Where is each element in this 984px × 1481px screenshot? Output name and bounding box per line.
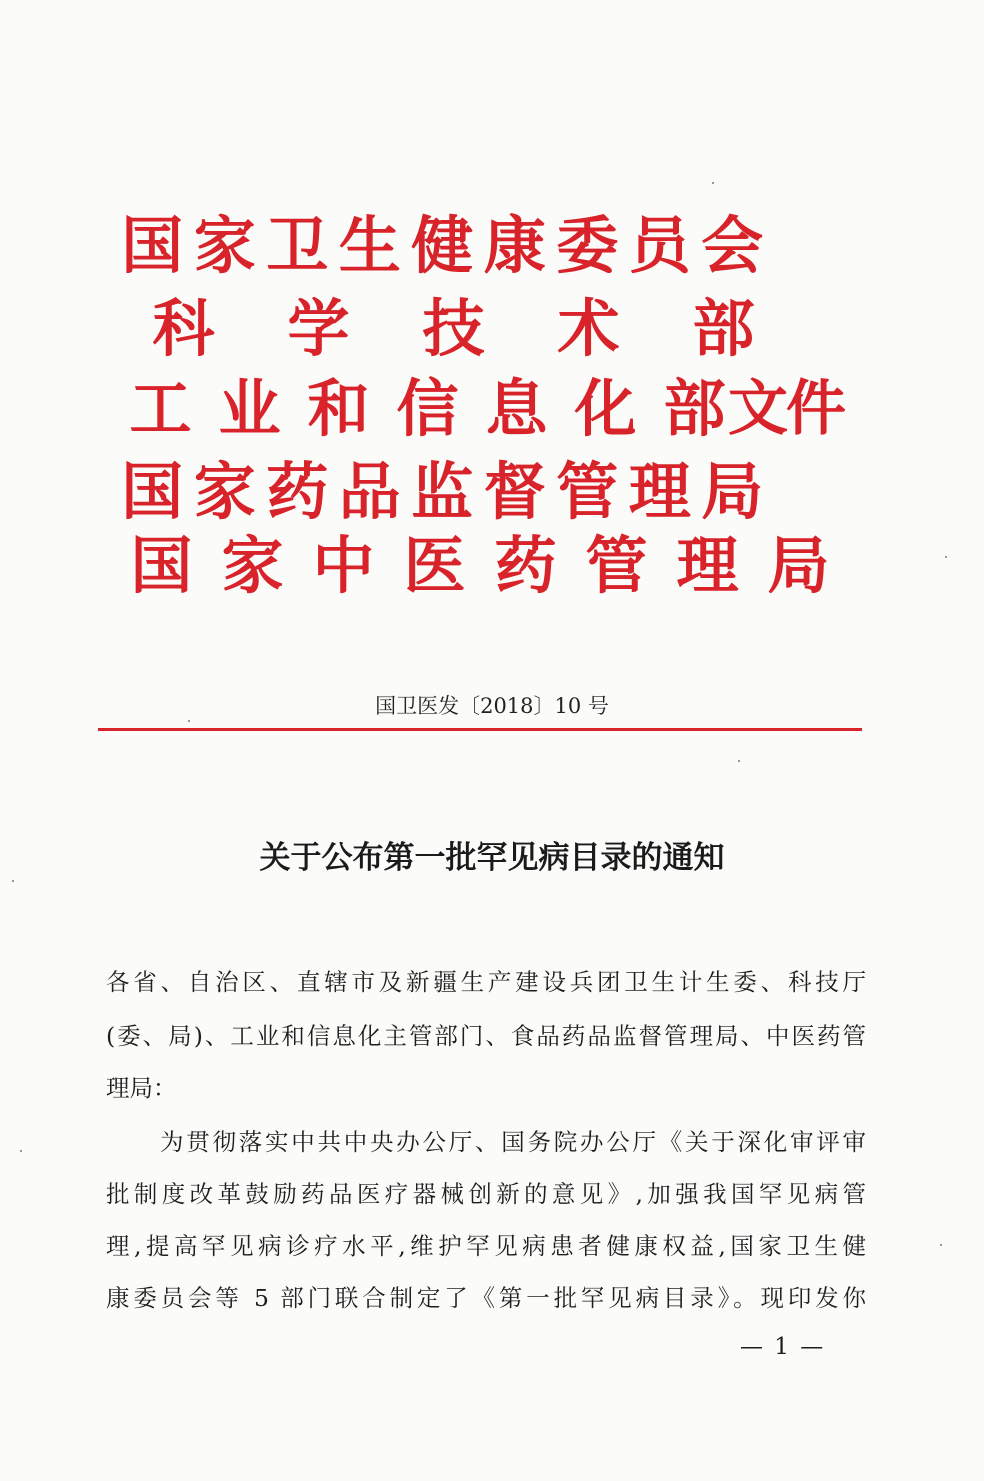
header-character: 员: [628, 209, 691, 282]
header-character: 药: [494, 529, 557, 602]
issuer-line: [116, 210, 769, 282]
header-character: 学: [287, 292, 350, 365]
issuer-line: [116, 293, 791, 365]
header-character: 化: [574, 372, 637, 445]
header-character: 技: [422, 292, 485, 365]
header-character: 理: [676, 529, 739, 602]
header-character: 家: [193, 209, 256, 282]
header-character: 工: [129, 372, 192, 445]
header-character: 康: [483, 209, 546, 282]
red-divider-line: [98, 728, 862, 731]
header-character: 文: [728, 374, 788, 444]
scan-speck: [945, 556, 947, 558]
body-text-line: 康委员会等 5 部门联合制定了《第一批罕见病目录》。现印发你: [106, 1284, 866, 1312]
header-character: 医: [403, 529, 466, 602]
scan-speck: [940, 1244, 942, 1246]
header-character: 督: [483, 455, 546, 528]
header-character: 中: [312, 529, 375, 602]
body-text-line: 理,提高罕见病诊疗水平,维护罕见病患者健康权益,国家卫生健: [106, 1232, 866, 1260]
page-number: — 1 —: [740, 1334, 826, 1360]
body-text-line: 批制度改革鼓励药品医疗器械创新的意见》,加强我国罕见病管: [106, 1180, 866, 1208]
header-character: 息: [485, 372, 548, 445]
header-character: 术: [557, 292, 620, 365]
header-character: 部: [692, 292, 755, 365]
header-character: 监: [411, 455, 474, 528]
header-character: 业: [218, 372, 281, 445]
header-character: 家: [193, 455, 256, 528]
header-character: 件: [786, 374, 846, 444]
header-character: 部: [663, 372, 726, 445]
header-character: 科: [152, 292, 215, 365]
issuer-line: [116, 373, 739, 445]
header-character: 信: [396, 372, 459, 445]
header-character: 局: [767, 529, 830, 602]
body-text-line: 理局：: [106, 1074, 177, 1102]
body-text-line: 为贯彻落实中共中央办公厅、国务院办公厅《关于深化审评审: [160, 1128, 866, 1156]
header-character: 健: [411, 209, 474, 282]
document-title: 关于公布第一批罕见病目录的通知: [259, 840, 725, 876]
header-character: 国: [121, 455, 184, 528]
header-character: 会: [701, 209, 764, 282]
issuer-line: [116, 530, 844, 602]
header-character: 和: [307, 372, 370, 445]
body-text-line: (委、局)、工业和信息化主管部门、食品药品监督管理局、中医药管: [106, 1022, 866, 1050]
header-character: 药: [266, 455, 329, 528]
header-character: 卫: [266, 209, 329, 282]
header-character: 委: [556, 209, 619, 282]
scan-speck: [20, 1150, 22, 1152]
scan-speck: [188, 720, 190, 722]
header-character: 国: [130, 529, 193, 602]
body-text-line: 各省、自治区、直辖市及新疆生产建设兵团卫生计生委、科技厅: [106, 968, 866, 996]
header-character: 管: [556, 455, 619, 528]
header-character: 理: [628, 455, 691, 528]
header-character: 管: [585, 529, 648, 602]
document-number: 国卫医发〔2018〕10 号: [375, 694, 609, 718]
document-suffix: [728, 373, 844, 445]
header-character: 生: [338, 209, 401, 282]
header-character: 局: [701, 455, 764, 528]
header-character: 家: [221, 529, 284, 602]
scan-speck: [12, 880, 14, 882]
scan-speck: [712, 182, 714, 184]
header-character: 品: [338, 455, 401, 528]
header-character: 国: [121, 209, 184, 282]
issuer-line: [116, 456, 769, 528]
scan-speck: [738, 760, 740, 762]
